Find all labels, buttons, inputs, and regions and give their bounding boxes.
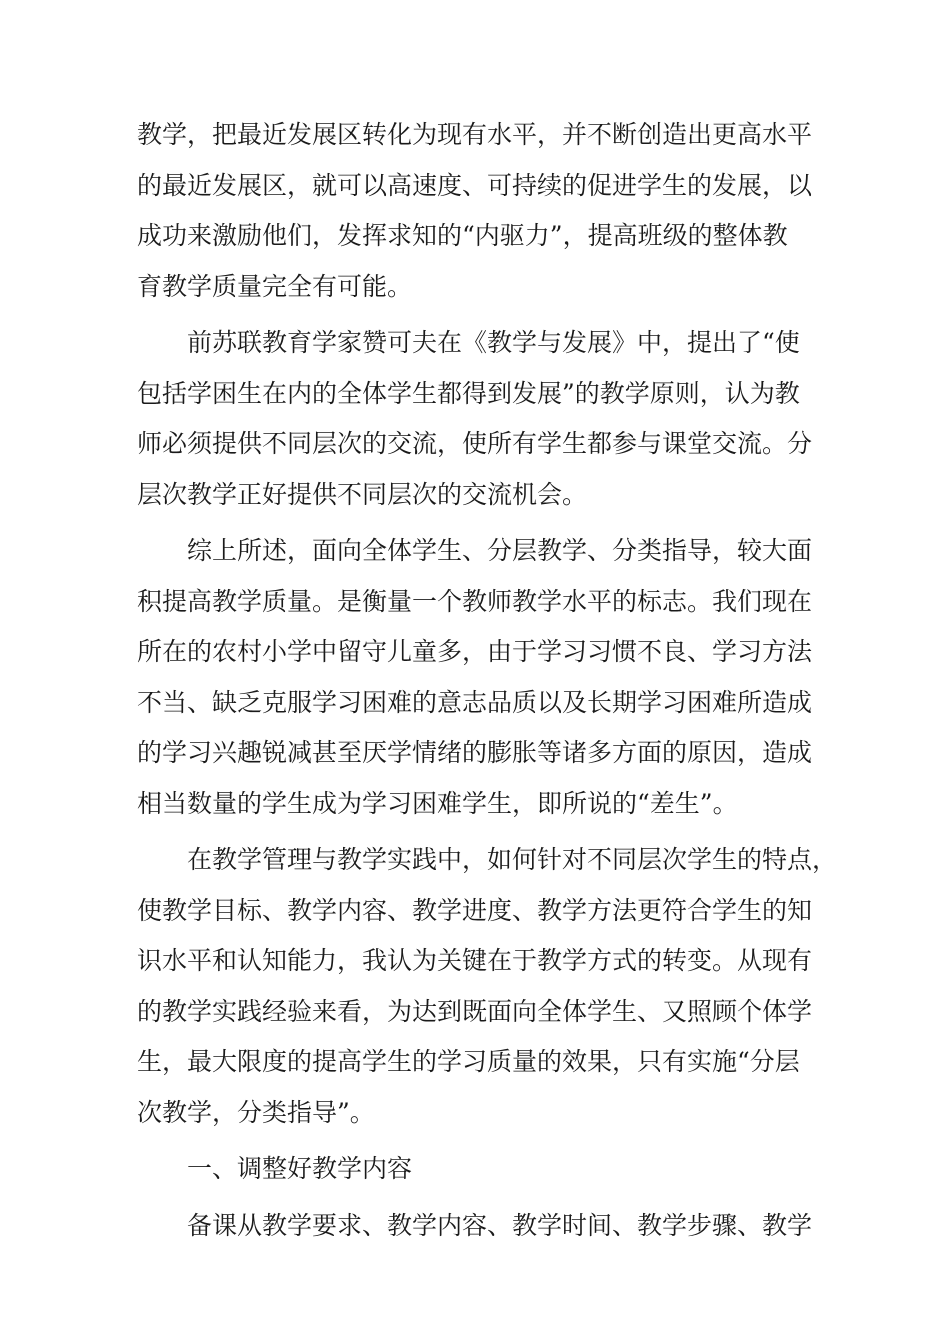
text-line: 前苏联教育学家赞可夫在《教学与发展》中，提出了“使 — [187, 328, 800, 357]
text-line: 备课从教学要求、教学内容、教学时间、教学步骤、教学 — [187, 1210, 813, 1240]
text-line: 识水平和认知能力，我认为关键在于教学方式的转变。从现有 — [137, 946, 813, 975]
text-line: 的教学实践经验来看，为达到既面向全体学生、又照顾个体学 — [137, 996, 813, 1026]
text-line: 师必须提供不同层次的交流，使所有学生都参与课堂交流。分 — [137, 429, 813, 458]
paragraph-4 — [137, 835, 837, 1138]
paragraph-5 — [137, 1201, 837, 1252]
text-line: 层次教学正好提供不同层次的交流机会。 — [137, 479, 588, 509]
text-line: 使教学目标、教学内容、教学进度、教学方法更符合学生的知 — [137, 895, 813, 925]
document-page — [137, 110, 837, 1257]
text-line: 生，最大限度的提高学生的学习质量的效果，只有实施“分层 — [137, 1047, 800, 1076]
text-line: 相当数量的学生成为学习困难学生，即所说的“差生”。 — [137, 788, 738, 818]
text-line: 教学，把最近发展区转化为现有水平，并不断创造出更高水平 — [137, 120, 813, 149]
text-line: 不当、缺乏克服学习困难的意志品质以及长期学习困难所造成 — [137, 687, 813, 717]
text-line: 的最近发展区，就可以高速度、可持续的促进学生的发展，以 — [137, 170, 813, 200]
paragraph-3 — [137, 526, 837, 829]
text-line: 所在的农村小学中留守儿童多，由于学习习惯不良、学习方法 — [137, 637, 813, 666]
section-heading — [137, 1144, 837, 1195]
heading-line: 一、调整好教学内容 — [187, 1154, 413, 1183]
text-line: 综上所述，面向全体学生、分层教学、分类指导，较大面 — [187, 536, 813, 565]
text-line: 的学习兴趣锐减甚至厌学情绪的膨胀等诸多方面的原因，造成 — [137, 738, 813, 767]
text-line: 包括学困生在内的全体学生都得到发展”的教学原则，认为教 — [137, 378, 800, 408]
text-line: 次教学，分类指导”。 — [137, 1097, 375, 1127]
text-line: 育教学质量完全有可能。 — [137, 271, 413, 301]
paragraph-1 — [137, 110, 837, 312]
text-line: 成功来激励他们，发挥求知的“内驱力”，提高班级的整体教 — [137, 221, 788, 250]
text-line: 积提高教学质量。是衡量一个教师教学水平的标志。我们现在 — [137, 586, 813, 616]
paragraph-2 — [137, 318, 837, 520]
text-line: 在教学管理与教学实践中，如何针对不同层次学生的特点， — [187, 845, 838, 874]
